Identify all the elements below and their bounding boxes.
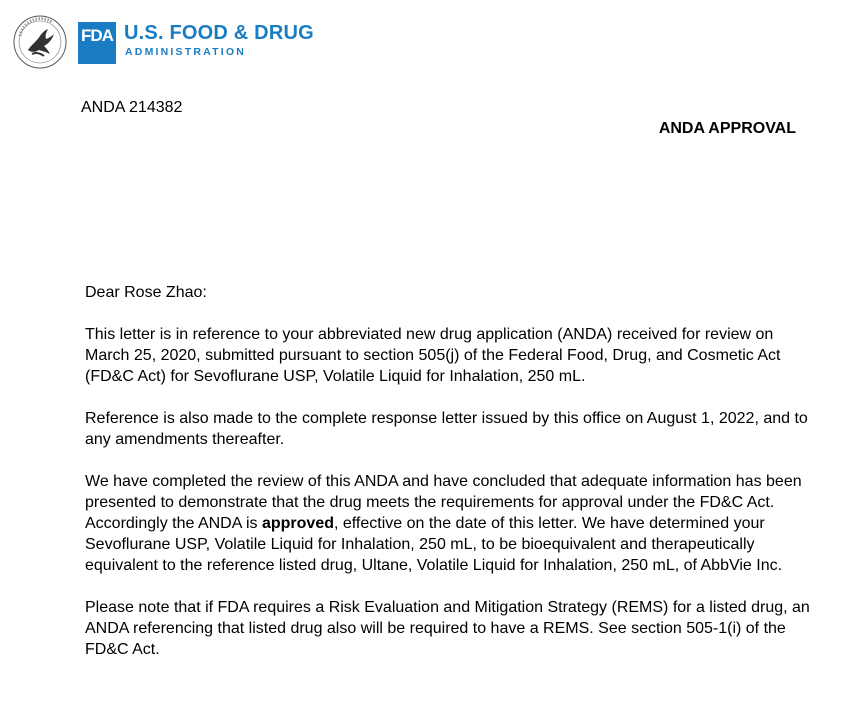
paragraph-rems: Please note that if FDA requires a Risk Evaluation and Mitigation Strategy (REMS) for a listed drug, an ANDA referencing that listed drug also will be required to have a REMS. See section 505-1(i) of the FD&C Act. <box>85 599 810 658</box>
fda-logo-wordmark <box>124 22 314 58</box>
fda-logo <box>78 22 314 64</box>
paragraph-complete-response: Reference is also made to the complete response letter issued by this office on August 1, 2022, and to any amendments thereafter. <box>85 410 808 448</box>
fda-logo-box: FDA <box>78 22 116 64</box>
paragraph-approval <box>85 471 815 576</box>
hhs-eagle-seal-icon <box>12 14 68 70</box>
paragraph-approval-text-start: We have completed the review of this ANDA and have concluded that adequate information has been presented to demonstrate that the drug meets the requirements for approval under the FD&C Act. Accordingly the ANDA is <box>85 473 802 532</box>
letter-body <box>85 282 815 681</box>
fda-logo-name: U.S. FOOD & DRUG <box>124 22 314 44</box>
anda-number: ANDA 214382 <box>81 99 183 116</box>
salutation: Dear Rose Zhao: <box>85 284 207 301</box>
approved-emphasis: approved <box>261 515 334 532</box>
paragraph-reference: This letter is in reference to your abbreviated new drug application (ANDA) received for review on March 25, 2020, submitted pursuant to section 505(j) of the Federal Food, Drug, and Cosmetic Act (FD&C Act) for Sevoflurane USP, Volatile Liquid for Inhalation, 250 mL. <box>85 326 781 385</box>
paragraph-approval-text-end: , effective on the date of this letter. We have determined your Sevoflurane USP, Volatile Liquid for Inhalation, 250 mL, to be bioequivalent and therapeutically equivalent to the reference listed drug, Ultane, Volatile Liquid for Inhalation, 250 mL, of AbbVie Inc. <box>85 515 783 574</box>
approval-heading: ANDA APPROVAL <box>658 120 796 137</box>
fda-logo-subtitle: ADMINISTRATION <box>125 46 247 58</box>
